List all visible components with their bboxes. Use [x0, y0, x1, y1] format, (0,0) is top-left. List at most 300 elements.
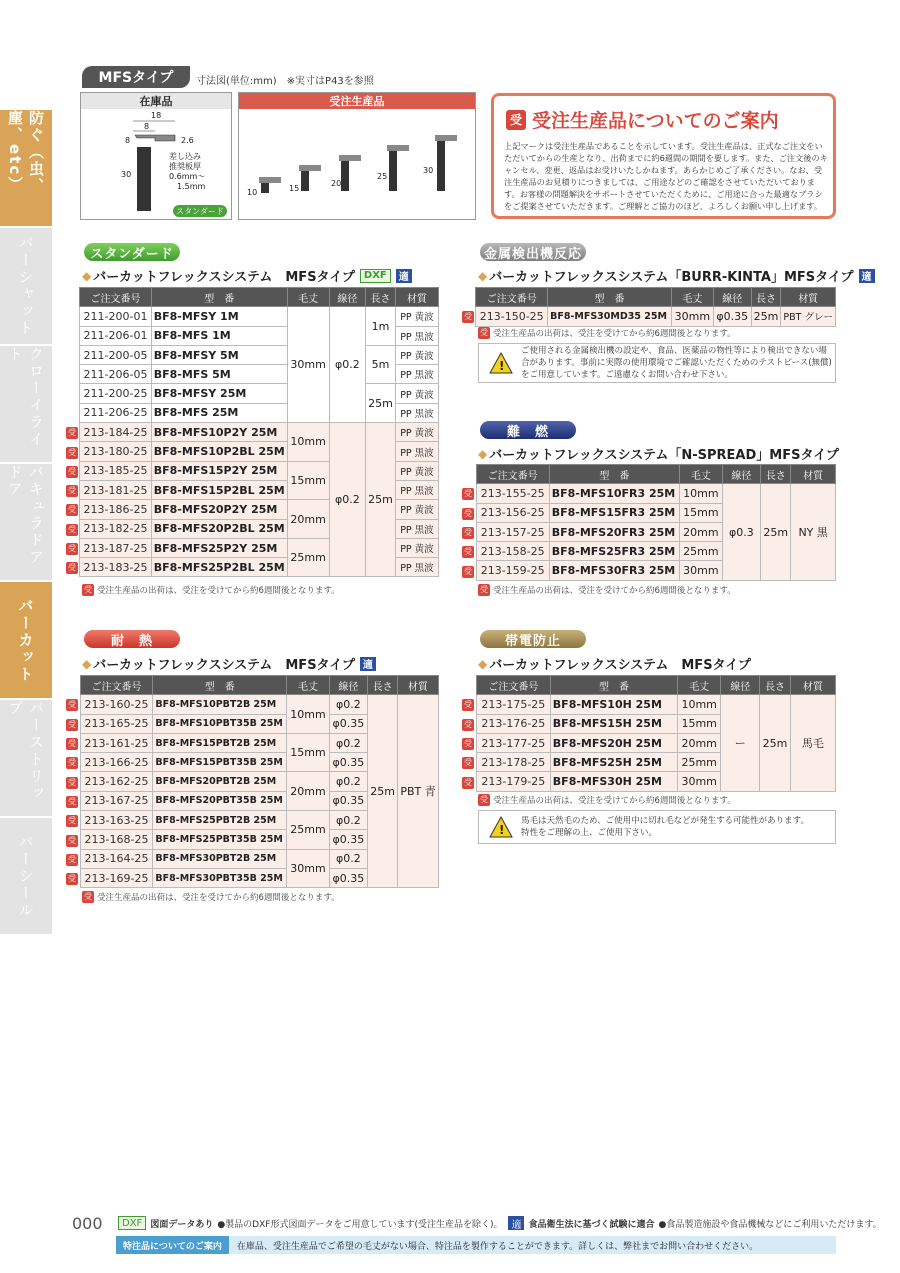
column-header: 長さ [366, 288, 396, 307]
table-cell: PP 黄波 [395, 345, 438, 364]
table-cell: BF8-MFS10P2Y 25M [151, 423, 287, 442]
table-cell: BF8-MFS25P2BL 25M [151, 558, 287, 577]
table-cell: 25mm [680, 542, 723, 561]
column-header: 線径 [721, 676, 760, 695]
table-cell: φ0.2 [329, 307, 366, 423]
table-cell: BF8-MFS 1M [151, 326, 287, 345]
table-cell [66, 500, 80, 519]
table-cell: 15mm [287, 461, 329, 500]
table-cell [66, 753, 80, 772]
warning-icon [489, 816, 513, 838]
table-cell: BF8-MFS25H 25M [550, 753, 677, 772]
antistatic-order-note: 受 受注生産品の出荷は、受注を受けてから約6週間後となります。 [480, 795, 736, 806]
table-cell [462, 484, 476, 503]
table-cell: 213-177-25 [476, 733, 550, 752]
table-cell: 213-182-25 [80, 519, 152, 538]
metal-order-note: 受 受注生産品の出荷は、受注を受けてから約6週間後となります。 [480, 328, 736, 339]
table-row [462, 307, 836, 326]
column-header: 型 番 [550, 676, 677, 695]
table-cell [462, 288, 476, 307]
table-cell: 213-175-25 [476, 695, 550, 714]
column-header: 長さ [751, 288, 781, 307]
table-cell: 15mm [678, 714, 721, 733]
metal-detect-pill: 金属検出機反応 [480, 243, 586, 261]
table-cell [462, 307, 476, 326]
info-title [506, 106, 779, 133]
heat-resistant-pill: 耐 熱 [84, 630, 180, 648]
table-cell: PBT グレー [781, 307, 836, 326]
table-cell [462, 733, 476, 752]
order-mark-icon: 受 [480, 328, 488, 337]
table-cell: φ0.35 [713, 307, 751, 326]
table-cell [66, 423, 80, 442]
column-header: 線径 [722, 465, 761, 484]
order-mark-icon: 受 [68, 835, 76, 845]
table-cell: 30mm [680, 561, 723, 580]
column-header: 材質 [398, 676, 439, 695]
table-cell: 30mm [678, 772, 721, 791]
standard-title: ◆ バーカットフレックスシステム MFSタイプ DXF 適 [82, 266, 412, 285]
table-cell: BF8-MFS10PBT2B 25M [153, 695, 287, 714]
order-mark-icon: 受 [464, 508, 472, 518]
order-mark-icon: 受 [464, 528, 472, 538]
diamond-icon: ◆ [478, 656, 488, 671]
table-cell: BF8-MFS10H 25M [550, 695, 677, 714]
column-header: 長さ [368, 676, 398, 695]
order-diagram [238, 92, 476, 220]
custom-order-bar: 特注品についてのご案内 在庫品、受注生産品でご希望の毛丈がない場合、特注品を製作することができます。詳しくは、弊社までお問い合わせください。 [116, 1236, 836, 1254]
table-cell: 30mm [287, 307, 329, 423]
table-cell: 213-168-25 [80, 830, 153, 849]
side-tabs [0, 110, 52, 936]
table-cell [66, 480, 80, 499]
svg-text:30: 30 [423, 166, 434, 175]
table-cell: 211-200-05 [80, 345, 152, 364]
table-cell: 20mm [287, 772, 329, 811]
side-tab-barseal[interactable]: バーシール [0, 818, 52, 936]
svg-text:30: 30 [121, 170, 132, 179]
table-cell: φ0.35 [329, 830, 367, 849]
order-mark-icon: 受 [480, 795, 488, 804]
table-cell: 10mm [678, 695, 721, 714]
table-cell: 15mm [680, 503, 723, 522]
teki-tag: 適 [508, 1216, 524, 1230]
table-cell: BF8-MFS15PBT35B 25M [153, 753, 287, 772]
column-header: 毛丈 [671, 288, 713, 307]
table-cell: 213-162-25 [80, 772, 153, 791]
order-mark-icon: 受 [68, 874, 76, 884]
table-cell: 213-183-25 [80, 558, 152, 577]
column-header: 材質 [791, 465, 836, 484]
table-cell: PP 黄波 [395, 461, 438, 480]
svg-text:!: ! [499, 359, 505, 373]
table-cell: 213-160-25 [80, 695, 153, 714]
svg-text:2.6: 2.6 [181, 136, 194, 145]
table-cell [66, 714, 80, 733]
table-cell: φ0.2 [329, 772, 367, 791]
flame-order-note: 受 受注生産品の出荷は、受注を受けてから約6週間後となります。 [480, 585, 736, 596]
order-mark-icon: 受 [68, 758, 76, 768]
table-cell: BF8-MFS20PBT2B 25M [153, 772, 287, 791]
table-cell: 25mm [678, 753, 721, 772]
table-cell: 25m [366, 384, 396, 423]
antistatic-pill: 帯電防止 [480, 630, 586, 648]
table-cell [66, 811, 80, 830]
table-cell: φ0.2 [329, 811, 367, 830]
table-cell: BF8-MFS15PBT2B 25M [153, 733, 287, 752]
table-cell: BF8-MFS25FR3 25M [549, 542, 679, 561]
standard-tag: スタンダード [173, 205, 227, 217]
table-cell: 25m [760, 695, 791, 791]
table-cell [66, 307, 80, 326]
column-header: 毛丈 [680, 465, 723, 484]
order-mark-icon: 受 [464, 719, 472, 729]
table-cell: BF8-MFS20PBT35B 25M [153, 791, 287, 810]
table-cell: BF8-MFS30MD35 25M [548, 307, 672, 326]
table-cell [66, 384, 80, 403]
table-cell: BF8-MFSY 25M [151, 384, 287, 403]
metal-detect-table [462, 287, 836, 327]
made-to-order-info-box [491, 93, 836, 219]
info-title-text: 受注生産品についてのご案内 [532, 110, 779, 132]
order-mark-icon: 受 [506, 110, 526, 130]
antistatic-warning-box: ! 馬毛は天然毛のため、ご使用中に切れ毛などが発生する可能性があります。 特性をご理解の上、ご使用下さい。 [478, 810, 836, 844]
table-cell: PP 黒波 [395, 519, 438, 538]
table-cell [66, 868, 80, 887]
column-header: 長さ [761, 465, 791, 484]
column-header: ご注文番号 [476, 288, 548, 307]
column-header: ご注文番号 [80, 676, 153, 695]
order-mark-icon: 受 [68, 524, 76, 534]
warning-icon [489, 352, 513, 374]
svg-text:20: 20 [331, 179, 342, 188]
column-header: 型 番 [549, 465, 679, 484]
order-mark-icon: 受 [464, 566, 472, 576]
table-cell [66, 830, 80, 849]
table-cell: BF8-MFS30H 25M [550, 772, 677, 791]
table-cell: PP 黒波 [395, 558, 438, 577]
column-header: 材質 [781, 288, 836, 307]
table-cell [66, 442, 80, 461]
svg-text:18: 18 [151, 111, 162, 120]
side-tab-vacuum[interactable]: バキュラドアドア [0, 464, 52, 582]
stock-diagram [80, 92, 232, 220]
table-cell: 30mm [671, 307, 713, 326]
table-cell: BF8-MFS25PBT35B 25M [153, 830, 287, 849]
flame-retardant-title: ◆ バーカットフレックスシステム「N-SPREAD」MFSタイプ [478, 446, 839, 463]
order-mark-icon: 受 [464, 777, 472, 787]
order-mark-icon: 受 [84, 585, 92, 594]
order-mark-icon: 受 [464, 489, 472, 499]
table-cell: 211-200-01 [80, 307, 152, 326]
diamond-icon: ◆ [478, 446, 488, 461]
table-cell: 馬毛 [790, 695, 835, 791]
teki-tag: 適 [360, 657, 376, 671]
table-cell: BF8-MFS 5M [151, 365, 287, 384]
table-cell [66, 733, 80, 752]
table-cell: 213-180-25 [80, 442, 152, 461]
table-cell: PP 黒波 [395, 365, 438, 384]
table-cell [66, 519, 80, 538]
table-cell [66, 695, 80, 714]
table-cell: 15mm [287, 733, 329, 772]
table-cell [66, 538, 80, 557]
column-header: 毛丈 [287, 288, 329, 307]
svg-text:8: 8 [144, 122, 150, 131]
dimension-note: 寸法図(単位:mm) ※実寸はP43を参照 [196, 76, 374, 87]
order-mark-icon: 受 [480, 585, 488, 594]
column-header: 毛丈 [678, 676, 721, 695]
diamond-icon: ◆ [82, 268, 92, 283]
table-cell: 213-181-25 [80, 480, 152, 499]
table-cell: BF8-MFS25PBT2B 25M [153, 811, 287, 830]
table-cell [66, 558, 80, 577]
column-header: 長さ [760, 676, 791, 695]
table-cell: φ0.35 [329, 868, 367, 887]
table-cell: 10mm [287, 695, 329, 734]
order-mark-icon: 受 [68, 739, 76, 749]
table-cell [462, 561, 476, 580]
side-tab-barcut[interactable]: バーカット [0, 582, 52, 700]
table-cell: 213-167-25 [80, 791, 153, 810]
metal-warning-box: ! ご使用される金属検出機の設定や、食品、医薬品の物性等により検出できない場合があります。事前に実際の使用環境でご確認いただくためのテストピース(無償)をご用意しています。ご遠慮なくお問い合わせ下さい。 [478, 343, 836, 383]
table-cell: 5m [366, 345, 396, 384]
heat-order-note: 受 受注生産品の出荷は、受注を受けてから約6週間後となります。 [84, 892, 340, 903]
stock-diagram-title: 在庫品 [81, 93, 231, 109]
table-cell: φ0.2 [329, 733, 367, 752]
order-mark-icon: 受 [68, 777, 76, 787]
table-cell: BF8-MFS30PBT2B 25M [153, 849, 287, 868]
table-cell: 213-169-25 [80, 868, 153, 887]
svg-text:0.6mm〜: 0.6mm〜 [169, 172, 206, 181]
table-cell [66, 461, 80, 480]
standard-pill: スタンダード [84, 243, 180, 261]
table-cell [462, 753, 476, 772]
column-header: 型 番 [151, 288, 287, 307]
teki-tag: 適 [859, 269, 875, 283]
order-mark-icon: 受 [68, 466, 76, 476]
svg-text:15: 15 [289, 184, 300, 193]
table-cell: φ0.3 [722, 484, 761, 580]
table-cell: BF8-MFS10FR3 25M [549, 484, 679, 503]
heat-resistant-table [66, 675, 439, 888]
table-cell: PP 黄波 [395, 384, 438, 403]
table-cell: φ0.35 [329, 791, 367, 810]
table-row [66, 384, 439, 403]
table-cell: BF8-MFS15H 25M [550, 714, 677, 733]
column-header: 型 番 [548, 288, 672, 307]
order-mark-icon: 受 [68, 700, 76, 710]
table-cell: 213-185-25 [80, 461, 152, 480]
table-cell: PP 黒波 [395, 326, 438, 345]
info-body: 上記マークは受注生産品であることを示しています。受注生産品は、正式なご注文をいただいてからの生産となり、出荷までに約6週間の期間を要します。また、ご注文後のキャンセル、変更、返品はお受けいたしかねます。あらかじめご了承ください。なお、受注生産品のお見積りにつきましては、ご用途などのご確認をさせていただいております。お客様の問題解決をサポートさせていただくために、ご用途に合った最適なブラシをご提案させていただきます。ご理解とご協力のほど、よろしくお願い申し上げます。 [504, 141, 828, 211]
table-cell: 25m [368, 695, 398, 888]
metal-detect-title: ◆ バーカットフレックスシステム「BURR-KINTA」MFSタイプ 適 [478, 266, 875, 285]
table-cell: ー [721, 695, 760, 791]
table-cell: PP 黄波 [395, 423, 438, 442]
order-mark-icon: 受 [68, 486, 76, 496]
side-tab-barstrip[interactable]: バーストリップ [0, 700, 52, 818]
column-header: 線径 [713, 288, 751, 307]
order-mark-icon: 受 [464, 547, 472, 557]
heat-resistant-title: ◆ バーカットフレックスシステム MFSタイプ 適 [82, 654, 376, 673]
footer-legend: DXF 図面データあり ●製品のDXF形式図面データをご用意しています(受注生産品を除く)。 適 食品衛生法に基づく試験に適合 ●食品製造施設や食品機械などにご利用いただけます。 [118, 1216, 882, 1230]
table-cell: 10mm [680, 484, 723, 503]
table-cell: 213-161-25 [80, 733, 153, 752]
table-cell [66, 772, 80, 791]
table-cell [66, 791, 80, 810]
order-mark-icon: 受 [68, 544, 76, 553]
table-row [66, 695, 439, 714]
table-cell: BF8-MFS15P2Y 25M [151, 461, 287, 480]
table-cell [66, 345, 80, 364]
table-cell: 25mm [287, 538, 329, 577]
table-cell: BF8-MFS10PBT35B 25M [153, 714, 287, 733]
table-cell: 213-157-25 [476, 522, 549, 541]
table-cell: 20mm [680, 522, 723, 541]
table-cell: 211-206-25 [80, 403, 152, 422]
order-mark-icon: 受 [68, 447, 76, 457]
side-tab-fusegu[interactable]: 防ぐ（虫、塵、etc） [0, 110, 52, 228]
order-mark-icon: 受 [464, 312, 472, 322]
table-cell: 213-155-25 [476, 484, 549, 503]
table-row [66, 345, 439, 364]
table-cell [66, 326, 80, 345]
order-mark-icon: 受 [68, 854, 76, 864]
table-cell [462, 695, 476, 714]
table-cell [462, 465, 476, 484]
dxf-tag: DXF [360, 269, 391, 283]
table-cell: BF8-MFSY 5M [151, 345, 287, 364]
table-cell: 25m [366, 423, 396, 577]
table-cell: BF8-MFS 25M [151, 403, 287, 422]
table-cell [462, 714, 476, 733]
diamond-icon: ◆ [82, 656, 92, 671]
table-cell: BF8-MFS30FR3 25M [549, 561, 679, 580]
table-row [66, 307, 439, 326]
table-cell: 213-164-25 [80, 849, 153, 868]
table-cell: 20mm [678, 733, 721, 752]
table-cell [66, 288, 80, 307]
table-cell: BF8-MFS10P2BL 25M [151, 442, 287, 461]
table-cell: 213-150-25 [476, 307, 548, 326]
table-cell: BF8-MFS30PBT35B 25M [153, 868, 287, 887]
table-cell: φ0.2 [329, 423, 366, 577]
table-cell: 25m [761, 484, 791, 580]
side-tab-crawl[interactable]: クローイライト [0, 346, 52, 464]
mfs-type-badge: MFSタイプ [82, 66, 190, 88]
table-cell: 213-187-25 [80, 538, 152, 557]
table-cell: 211-206-01 [80, 326, 152, 345]
table-cell: 211-200-25 [80, 384, 152, 403]
table-cell: PP 黒波 [395, 442, 438, 461]
side-tab-barshut[interactable]: バーシャット [0, 228, 52, 346]
order-brush-drawing [239, 109, 475, 219]
table-cell: PP 黒波 [395, 403, 438, 422]
table-row [66, 423, 439, 442]
svg-text:推奨板厚: 推奨板厚 [169, 162, 201, 171]
table-cell: φ0.35 [329, 714, 367, 733]
column-header: 型 番 [153, 676, 287, 695]
antistatic-table [462, 675, 836, 792]
table-cell: BF8-MFS15FR3 25M [549, 503, 679, 522]
column-header: 材質 [790, 676, 835, 695]
page-number: 000 [72, 1214, 103, 1233]
svg-text:10: 10 [247, 188, 258, 197]
table-cell [66, 365, 80, 384]
standard-table [66, 287, 439, 577]
table-cell: PBT 青 [398, 695, 439, 888]
table-cell [66, 849, 80, 868]
order-mark-icon: 受 [68, 505, 76, 515]
table-cell: 213-176-25 [476, 714, 550, 733]
table-cell: 1m [366, 307, 396, 346]
table-cell: BF8-MFS20H 25M [550, 733, 677, 752]
table-cell: 213-179-25 [476, 772, 550, 791]
order-diagram-title: 受注生産品 [239, 93, 475, 109]
table-cell: 20mm [287, 500, 329, 539]
table-row [462, 695, 836, 714]
custom-order-label: 特注品についてのご案内 [116, 1236, 229, 1254]
table-cell: BF8-MFS15P2BL 25M [151, 480, 287, 499]
table-cell [462, 676, 476, 695]
table-cell: PP 黒波 [395, 480, 438, 499]
order-mark-icon: 受 [84, 892, 92, 901]
table-cell: 213-159-25 [476, 561, 549, 580]
table-cell: PP 黄波 [395, 538, 438, 557]
table-cell: BF8-MFSY 1M [151, 307, 287, 326]
table-cell: φ0.2 [329, 849, 367, 868]
table-cell: 25m [751, 307, 781, 326]
table-cell: φ0.2 [329, 695, 367, 714]
table-cell: 213-163-25 [80, 811, 153, 830]
svg-text:!: ! [499, 823, 505, 837]
table-cell: 211-206-05 [80, 365, 152, 384]
table-cell: BF8-MFS20FR3 25M [549, 522, 679, 541]
table-cell [66, 676, 80, 695]
table-cell: 213-156-25 [476, 503, 549, 522]
svg-text:差し込み: 差し込み [169, 152, 201, 161]
diamond-icon: ◆ [478, 268, 488, 283]
table-cell: PP 黄波 [395, 500, 438, 519]
standard-order-note: 受 受注生産品の出荷は、受注を受けてから約6週間後となります。 [84, 585, 340, 596]
table-cell [66, 403, 80, 422]
table-cell: 213-184-25 [80, 423, 152, 442]
order-mark-icon: 受 [68, 563, 76, 573]
teki-tag: 適 [396, 269, 412, 283]
order-mark-icon: 受 [464, 739, 472, 749]
order-mark-icon: 受 [68, 796, 76, 806]
table-cell [462, 503, 476, 522]
table-cell: 213-186-25 [80, 500, 152, 519]
column-header: 毛丈 [287, 676, 329, 695]
table-cell: 213-166-25 [80, 753, 153, 772]
order-mark-icon: 受 [464, 700, 472, 710]
table-cell: 213-158-25 [476, 542, 549, 561]
table-cell: φ0.35 [329, 753, 367, 772]
svg-text:1.5mm: 1.5mm [177, 182, 206, 191]
column-header: ご注文番号 [476, 465, 549, 484]
table-cell: 213-165-25 [80, 714, 153, 733]
table-cell: PP 黄波 [395, 307, 438, 326]
table-cell: BF8-MFS25P2Y 25M [151, 538, 287, 557]
table-cell: 213-178-25 [476, 753, 550, 772]
flame-retardant-table [462, 464, 836, 581]
svg-text:8: 8 [125, 136, 131, 145]
antistatic-title: ◆ バーカットフレックスシステム MFSタイプ [478, 656, 751, 673]
table-cell: 30mm [287, 849, 329, 888]
table-cell [462, 522, 476, 541]
